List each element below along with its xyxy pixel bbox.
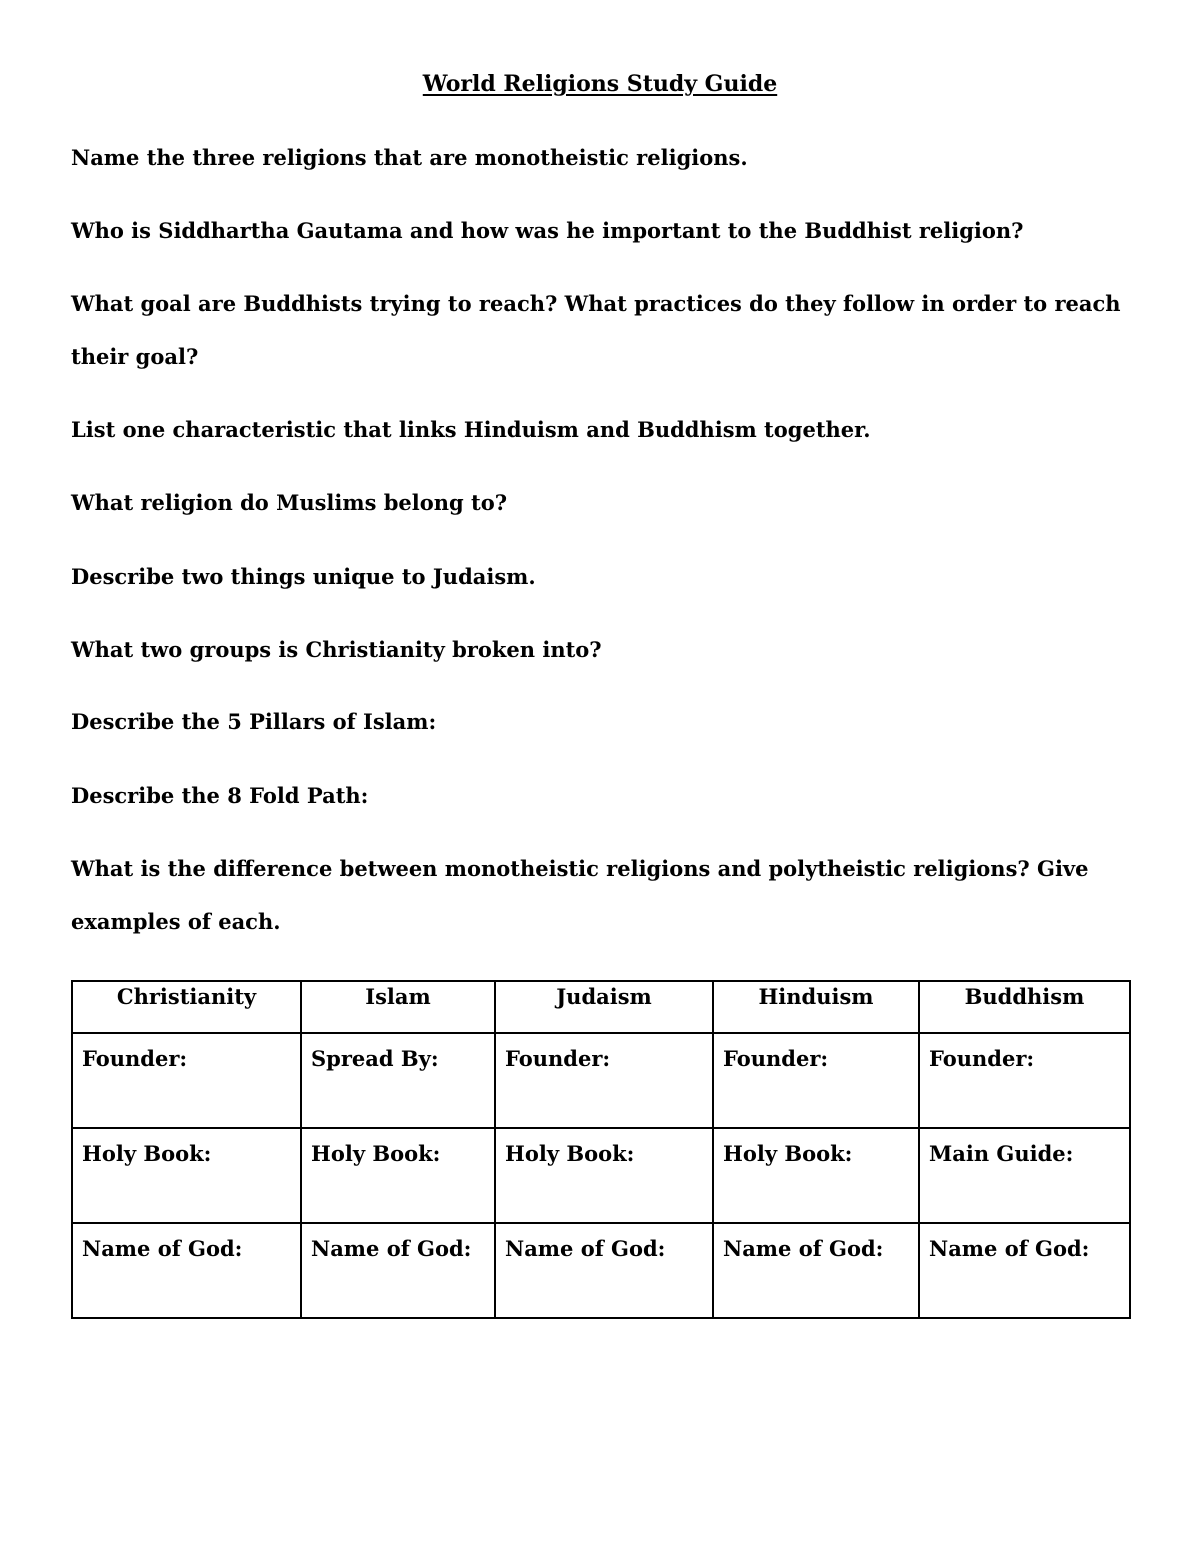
table-cell: Founder: xyxy=(713,1033,919,1128)
question-4: List one characteristic that links Hinduism and Buddhism together. xyxy=(71,417,871,442)
header-hinduism: Hinduism xyxy=(713,981,919,1033)
table-cell: Name of God: xyxy=(713,1223,919,1318)
question-10: What is the difference between monotheistic religions and polytheistic religions? Give examples of each. xyxy=(71,856,1089,934)
religions-table xyxy=(71,980,1131,1319)
table-cell: Founder: xyxy=(72,1033,301,1128)
table-cell: Holy Book: xyxy=(72,1128,301,1223)
page-title: World Religions Study Guide xyxy=(422,71,778,97)
table-cell: Holy Book: xyxy=(301,1128,495,1223)
question-2: Who is Siddhartha Gautama and how was he important to the Buddhist religion? xyxy=(71,218,1024,243)
table-cell: Founder: xyxy=(495,1033,713,1128)
table-cell: Spread By: xyxy=(301,1033,495,1128)
table-row xyxy=(72,1128,1130,1223)
question-9: Describe the 8 Fold Path: xyxy=(71,783,369,808)
question-6: Describe two things unique to Judaism. xyxy=(71,564,536,589)
header-christianity: Christianity xyxy=(72,981,301,1033)
question-8: Describe the 5 Pillars of Islam: xyxy=(71,709,437,734)
header-buddhism: Buddhism xyxy=(919,981,1130,1033)
table-cell: Name of God: xyxy=(301,1223,495,1318)
table-header-row xyxy=(72,981,1130,1033)
table-cell: Holy Book: xyxy=(713,1128,919,1223)
table-cell: Holy Book: xyxy=(495,1128,713,1223)
table-cell: Name of God: xyxy=(919,1223,1130,1318)
table-cell: Name of God: xyxy=(495,1223,713,1318)
table-cell: Name of God: xyxy=(72,1223,301,1318)
question-3: What goal are Buddhists trying to reach? What practices do they follow in order to reach their goal? xyxy=(71,291,1121,369)
header-islam: Islam xyxy=(301,981,495,1033)
table-row xyxy=(72,1223,1130,1318)
table-cell: Main Guide: xyxy=(919,1128,1130,1223)
question-5: What religion do Muslims belong to? xyxy=(71,490,508,515)
table-row xyxy=(72,1033,1130,1128)
question-1: Name the three religions that are monotheistic religions. xyxy=(71,145,748,170)
question-7: What two groups is Christianity broken into? xyxy=(71,637,602,662)
table-cell: Founder: xyxy=(919,1033,1130,1128)
header-judaism: Judaism xyxy=(495,981,713,1033)
